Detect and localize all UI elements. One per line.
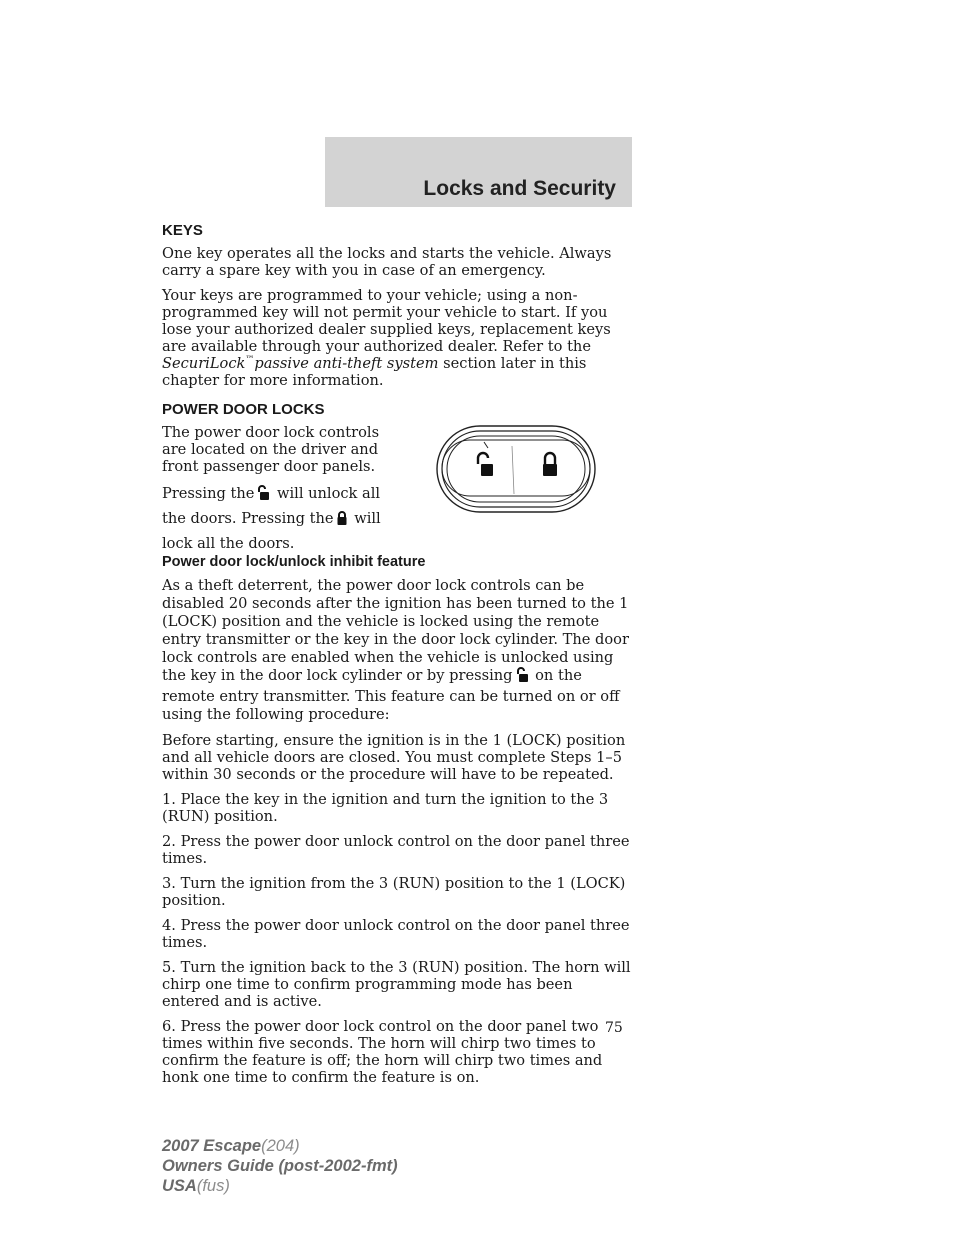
step-3: 3. Turn the ignition from the 3 (RUN) position to the 1 (LOCK) position.: [162, 875, 626, 909]
keys-p2-text-b: section later in this chapter for more information.: [162, 355, 587, 389]
inhibit-p1-b: on the remote entry transmitter. This feature can be turned on or off using the following procedure:: [162, 667, 620, 723]
trademark-symbol: ™: [245, 355, 255, 366]
anti-theft-reference: passive anti-theft system: [254, 355, 439, 372]
power-locks-paragraph-2: [162, 483, 392, 555]
keys-heading: KEYS: [162, 222, 203, 239]
power-locks-text: [162, 424, 392, 563]
page-number: 75: [605, 1020, 623, 1036]
inhibit-feature-heading: Power door lock/unlock inhibit feature: [162, 554, 426, 570]
header-band: [325, 137, 632, 207]
footer-model: 2007 Escape: [162, 1137, 262, 1155]
switch-unlock-icon: [478, 453, 493, 476]
step-4: 4. Press the power door unlock control on the door panel three times.: [162, 917, 630, 951]
footer-market: USA: [162, 1177, 197, 1195]
door-lock-switch-illustration: [434, 424, 599, 520]
power-locks-p2-c: will lock all the doors.: [162, 510, 381, 552]
step-6: 6. Press the power door lock control on the door panel two times within five seconds. The horn will chirp two times to confirm the feature is off; the horn will chirp two times and honk one time to confirm the feature is on.: [162, 1018, 603, 1086]
document-footer: [162, 1136, 398, 1196]
step-1: 1. Place the key in the ignition and turn the ignition to the 3 (RUN) position.: [162, 791, 609, 825]
step-5: 5. Turn the ignition back to the 3 (RUN) position. The horn will chirp one time to confirm programming mode has been entered and is active.: [162, 959, 631, 1010]
power-door-locks-heading: POWER DOOR LOCKS: [162, 401, 325, 418]
switch-lock-icon: [543, 453, 557, 476]
footer-guide-format: Owners Guide (post-2002-fmt): [162, 1157, 398, 1175]
footer-line-3: [162, 1176, 398, 1196]
power-locks-p2-b: will unlock all the doors. Pressing the: [162, 485, 381, 527]
page-content: [162, 222, 634, 1094]
unlock-icon: [256, 485, 270, 508]
power-locks-block: [162, 424, 634, 554]
keys-p2-text-a: Your keys are programmed to your vehicle; using a non-programmed key will not permit your vehicle to start. If you lose your authorized dealer supplied keys, replacement keys are available through your authorized dealer. Refer to the: [162, 287, 611, 355]
power-locks-paragraph-1: The power door lock controls are located on the driver and front passenger door panels.: [162, 424, 380, 475]
keys-paragraph-2: [162, 287, 634, 389]
inhibit-paragraph-2: Before starting, ensure the ignition is in the 1 (LOCK) position and all vehicle doors are closed. You must complete Steps 1–5 within 30 seconds or the procedure will have to be repeated.: [162, 732, 626, 783]
footer-line-1: [162, 1136, 398, 1156]
inhibit-p1-a: As a theft deterrent, the power door lock controls can be disabled 20 seconds after the ignition has been turned to the 1 (LOCK) position and the vehicle is locked using the remote entry transmitter or the key in the door lock cylinder. The door lock controls are enabled when the vehicle is unlocked using the key in the door lock cylinder or by pressing: [162, 577, 629, 684]
lock-icon: [336, 510, 348, 533]
footer-model-code: (204): [261, 1137, 300, 1155]
securilock-brand: SecuriLock: [162, 355, 246, 372]
unlock-icon: [515, 667, 529, 688]
footer-market-code: (fus): [196, 1177, 230, 1195]
keys-paragraph-1: One key operates all the locks and starts the vehicle. Always carry a spare key with you in case of an emergency.: [162, 245, 612, 279]
section-title: Locks and Security: [423, 177, 616, 200]
inhibit-paragraph-1: [162, 577, 634, 724]
power-locks-p2-a: Pressing the: [162, 485, 255, 502]
step-2: 2. Press the power door unlock control on the door panel three times.: [162, 833, 630, 867]
footer-line-2: [162, 1156, 398, 1176]
